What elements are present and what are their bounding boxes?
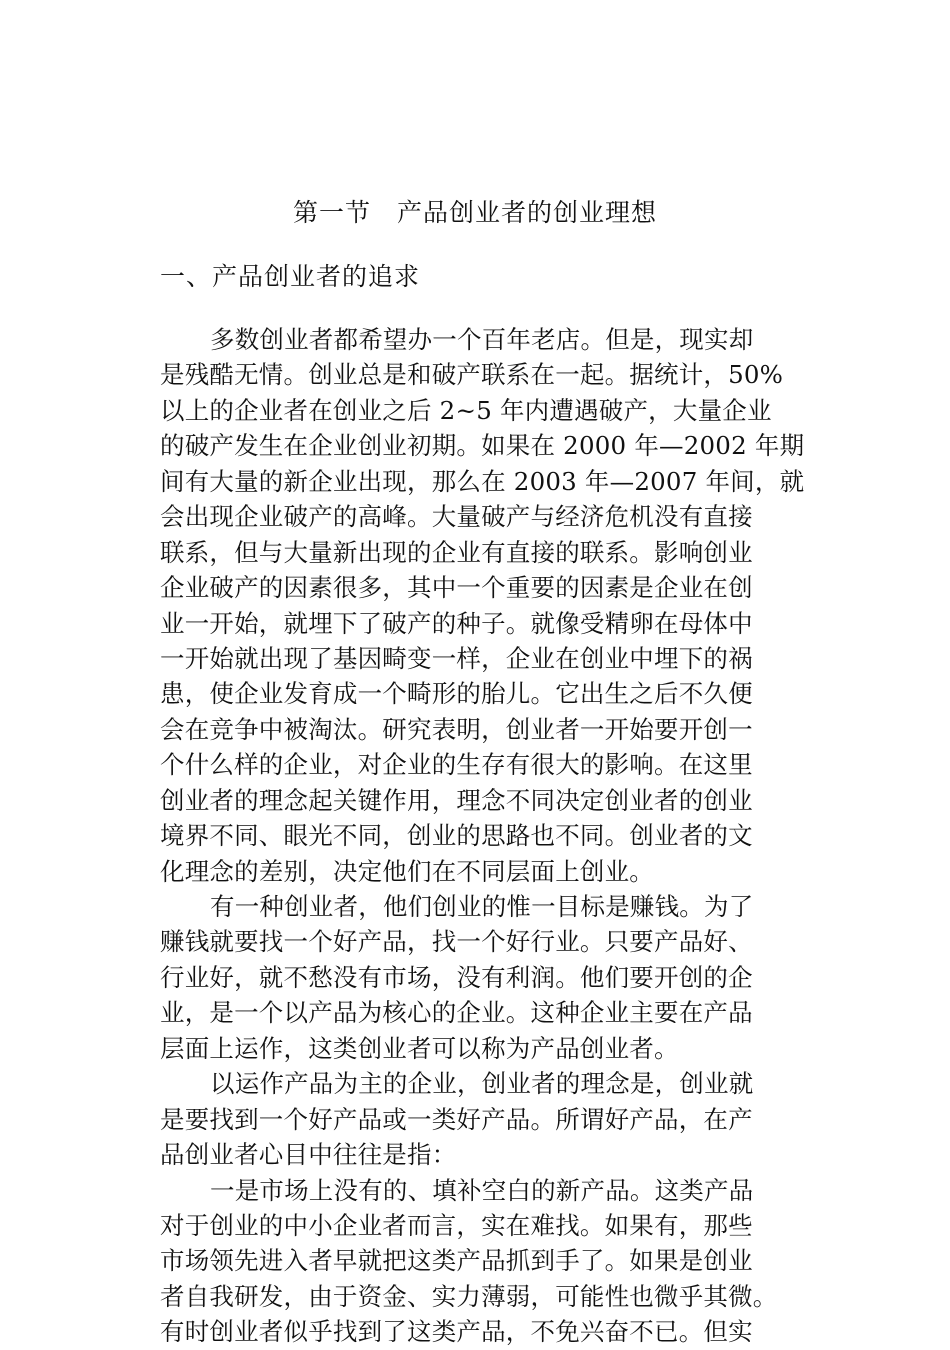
paragraph-first-line: 多数创业者都希望办一个百年老店。但是，现实却 [210, 325, 754, 354]
text-line: 企业破产的因素很多，其中一个重要的因素是企业在创 [160, 573, 753, 603]
text-line: 是残酷无情。创业总是和破产联系在一起。据统计，50% [160, 360, 784, 390]
text-line: 赚钱就要找一个好产品，找一个好行业。只要产品好、 [160, 927, 753, 957]
text-line: 联系，但与大量新出现的企业有直接的联系。影响创业 [160, 537, 753, 567]
text-line: 化理念的差别，决定他们在不同层面上创业。 [160, 856, 654, 886]
text-line: 是要找到一个好产品或一类好产品。所谓好产品，在产 [160, 1104, 753, 1134]
text-line: 以上的企业者在创业之后 2~5 年内遭遇破产，大量企业 [160, 395, 772, 425]
text-line: 会在竞争中被淘汰。研究表明，创业者一开始要开创一 [160, 714, 753, 744]
text-line: 业，是一个以产品为核心的企业。这种企业主要在产品 [160, 998, 753, 1028]
paragraph-first-line: 有一种创业者，他们创业的惟一目标是赚钱。为了 [210, 892, 754, 921]
text-line: 者自我研发，由于资金、实力薄弱，可能性也微乎其微。 [160, 1281, 778, 1311]
text-line: 行业好，就不愁没有市场，没有利润。他们要开创的企 [160, 962, 753, 992]
text-line: 一开始就出现了基因畸变一样，企业在创业中埋下的祸 [160, 643, 753, 673]
paragraph-first-line: 以运作产品为主的企业，创业者的理念是，创业就 [210, 1069, 754, 1099]
text-line: 市场领先进入者早就把这类产品抓到手了。如果是创业 [160, 1246, 753, 1276]
text-line: 有时创业者似乎找到了这类产品，不免兴奋不已。但实 [160, 1317, 753, 1347]
text-line: 间有大量的新企业出现，那么在 2003 年—2007 年间，就 [160, 466, 805, 496]
text-line: 境界不同、眼光不同，创业的思路也不同。创业者的文 [160, 821, 753, 851]
section-title: 第一节 产品创业者的创业理想 [292, 198, 657, 227]
text-line: 个什么样的企业，对企业的生存有很大的影响。在这里 [160, 750, 753, 780]
text-line: 的破产发生在企业创业初期。如果在 2000 年—2002 年期 [160, 431, 805, 461]
paragraph-first-line: 一是市场上没有的、填补空白的新产品。这类产品 [210, 1175, 754, 1205]
text-line: 患，使企业发育成一个畸形的胎儿。它出生之后不久便 [160, 679, 753, 709]
text-line: 对于创业的中小企业者而言，实在难找。如果有，那些 [160, 1210, 753, 1240]
subsection-title: 一、产品创业者的追求 [160, 262, 421, 291]
body-text [160, 322, 820, 1350]
text-line: 层面上运作，这类创业者可以称为产品创业者。 [160, 1033, 679, 1063]
text-line: 品创业者心目中往往是指： [160, 1140, 457, 1170]
text-line: 创业者的理念起关键作用，理念不同决定创业者的创业 [160, 785, 753, 815]
text-line: 业一开始，就埋下了破产的种子。就像受精卵在母体中 [160, 608, 753, 638]
text-line: 会出现企业破产的高峰。大量破产与经济危机没有直接 [160, 502, 753, 532]
